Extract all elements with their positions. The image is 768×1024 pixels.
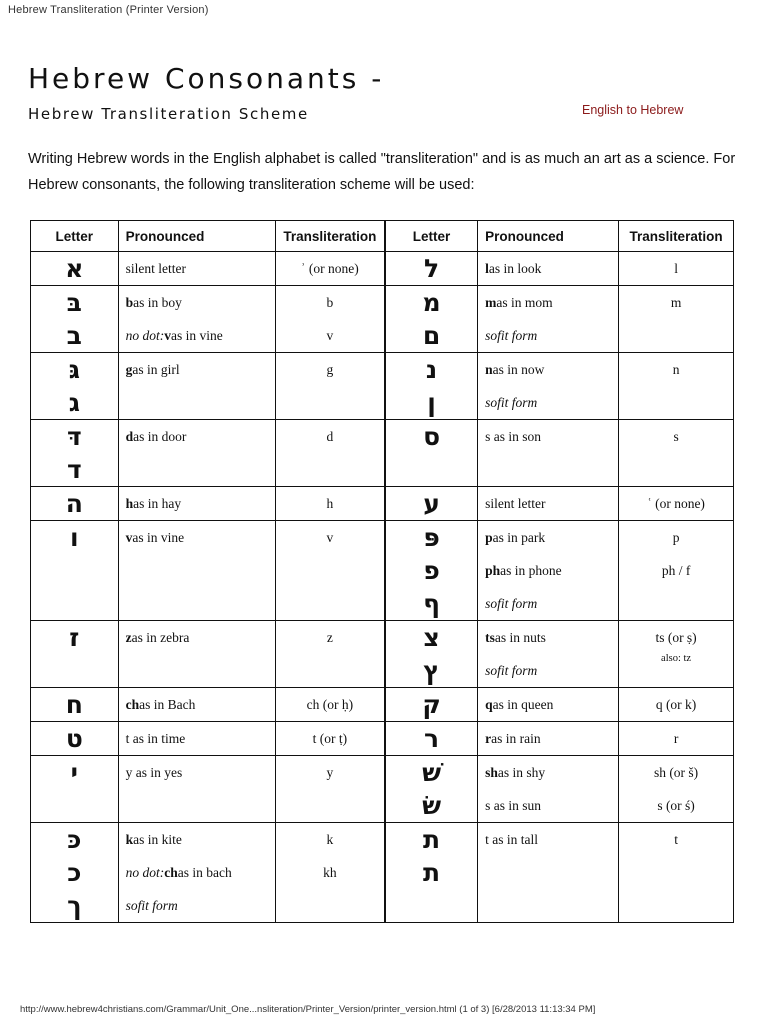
transliteration-line: l: [674, 260, 678, 276]
transliteration-cell: [275, 487, 385, 521]
pronounced-text: as in hay: [133, 495, 182, 511]
letter-cell: [385, 722, 478, 756]
pronounced-text: t as in time: [125, 730, 186, 746]
transliteration-cell: [619, 420, 734, 487]
pronounced-line: [478, 654, 618, 687]
letter-line: [386, 823, 477, 856]
transliteration-cell: [619, 286, 734, 353]
hebrew-letter: ר: [424, 724, 440, 753]
pronounced-cell: [478, 286, 619, 353]
pronounced-cell: [118, 621, 275, 688]
hebrew-letter: ד: [66, 455, 82, 484]
pronounced-line: [478, 386, 618, 419]
pronounced-key: p: [485, 529, 493, 545]
hebrew-letter: שׂ: [422, 791, 442, 820]
transliteration-line: sh (or š): [653, 764, 699, 780]
pronounced-line: [478, 789, 618, 822]
pronounced-cell: [478, 353, 619, 420]
hebrew-letter: ע: [423, 489, 440, 518]
transliteration-cell: [275, 823, 385, 923]
transliteration-line: q (or k): [655, 696, 697, 712]
pronounced-line: [478, 252, 618, 285]
pronounced-cell: [118, 756, 275, 823]
transliteration-line: t (or ṭ): [312, 730, 348, 746]
transliteration-cell: [619, 823, 734, 923]
letter-line: [31, 353, 118, 386]
transliteration-line: ts (or ṣ): [655, 629, 697, 645]
pronounced-line: [478, 353, 618, 386]
pronounced-cell: [478, 487, 619, 521]
pronounced-key: ts: [485, 629, 495, 645]
letter-line: [31, 487, 118, 520]
transliteration-cell: [275, 756, 385, 823]
letter-line: [386, 621, 477, 654]
transliteration-line: p: [672, 529, 680, 545]
pronounced-note: sofit form: [485, 394, 538, 410]
letter-cell: [385, 756, 478, 823]
letter-line: [386, 856, 477, 889]
transliteration-cell: [619, 252, 734, 286]
table-row: [31, 722, 734, 756]
letter-cell: [31, 487, 119, 521]
table-row: [31, 286, 734, 353]
letter-line: [386, 654, 477, 687]
pronounced-key: q: [485, 696, 493, 712]
transliteration-line: v: [326, 529, 334, 545]
hebrew-letter: פּ: [423, 523, 440, 552]
pronounced-key: v: [125, 529, 133, 545]
pronounced-line: [119, 521, 275, 554]
pronounced-line: [478, 722, 618, 755]
table-row: [31, 521, 734, 621]
letter-line: [386, 587, 477, 620]
letter-cell: [385, 286, 478, 353]
letter-line: [31, 252, 118, 285]
pronounced-key: ph: [485, 562, 501, 578]
transliteration-line: also: tz: [661, 653, 692, 664]
pronounced-text: y as in yes: [125, 764, 183, 780]
letter-cell: [385, 688, 478, 722]
pronounced-cell: [478, 621, 619, 688]
pronounced-line: [119, 856, 275, 889]
pronounced-key: b: [125, 294, 134, 310]
letter-cell: [31, 286, 119, 353]
hebrew-letter: דּ: [66, 422, 82, 451]
pronounced-line: [119, 353, 275, 386]
letter-line: [386, 688, 477, 721]
letter-line: [386, 386, 477, 419]
transliteration-line: b: [326, 294, 334, 310]
transliteration-line: s (or ś): [657, 797, 695, 813]
transliteration-line: ph / f: [661, 562, 691, 578]
hebrew-letter: ה: [65, 489, 83, 518]
letter-line: [386, 319, 477, 352]
letter-cell: [31, 722, 119, 756]
transliteration-cell: [619, 688, 734, 722]
letter-cell: [31, 756, 119, 823]
header-letter: Letter: [385, 221, 478, 252]
hebrew-letter: ן: [427, 388, 436, 417]
letter-line: [31, 823, 118, 856]
pronounced-key: z: [125, 629, 132, 645]
table-row: [31, 621, 734, 688]
pronounced-text: as in nuts: [494, 629, 546, 645]
letter-line: [386, 353, 477, 386]
transliteration-cell: [275, 688, 385, 722]
pronounced-key: l: [485, 260, 489, 276]
letter-cell: [385, 353, 478, 420]
pronounced-text: t as in tall: [485, 831, 539, 847]
letter-line: [31, 420, 118, 453]
letter-cell: [385, 487, 478, 521]
pronounced-text: as in mom: [496, 294, 553, 310]
transliteration-cell: [619, 521, 734, 621]
pronounced-key: v: [164, 327, 171, 343]
table-row: [31, 252, 734, 286]
transliteration-line: m: [670, 294, 682, 310]
pronounced-text: as in bach: [177, 864, 232, 880]
pronounced-text: as in girl: [132, 361, 180, 377]
hebrew-letter: א: [65, 254, 84, 283]
pronounced-cell: [118, 722, 275, 756]
pronounced-line: [478, 756, 618, 789]
hebrew-letter: צ: [423, 623, 440, 652]
transliteration-cell: [619, 353, 734, 420]
pronounced-line: [478, 688, 618, 721]
print-footer: http://www.hebrew4christians.com/Grammar/Unit_One...nsliteration/Printer_Version/printer_version.html (1 of 3) [6/28/2013 11:13:34 PM]: [20, 1004, 596, 1015]
pronounced-key: ch: [164, 864, 178, 880]
header-transliteration: Transliteration: [619, 221, 734, 252]
english-to-hebrew-link[interactable]: English to Hebrew: [582, 103, 684, 117]
transliteration-line: n: [672, 361, 680, 377]
pronounced-note: no dot:: [125, 864, 165, 880]
letter-cell: [31, 353, 119, 420]
hebrew-letter: שׁ: [422, 758, 442, 787]
pronounced-key: g: [125, 361, 133, 377]
pronounced-line: [119, 420, 275, 453]
pronounced-text: as in door: [133, 428, 187, 444]
pronounced-line: [119, 823, 275, 856]
letter-line: [31, 521, 118, 554]
hebrew-letter: י: [70, 758, 78, 787]
transliteration-cell: [619, 756, 734, 823]
hebrew-letter: נ: [425, 355, 438, 384]
hebrew-letter: גּ: [68, 355, 80, 384]
pronounced-text: as in look: [488, 260, 542, 276]
letter-cell: [385, 621, 478, 688]
transliteration-cell: [275, 722, 385, 756]
transliteration-line: y: [326, 764, 334, 780]
pronounced-line: [478, 587, 618, 620]
letter-line: [31, 621, 118, 654]
transliteration-cell: [275, 353, 385, 420]
transliteration-line: k: [326, 831, 334, 847]
pronounced-cell: [118, 252, 275, 286]
letter-line: [386, 789, 477, 822]
letter-cell: [31, 688, 119, 722]
letter-line: [31, 756, 118, 789]
transliteration-line: s: [673, 428, 679, 444]
transliteration-line: ch (or ḥ): [306, 696, 354, 712]
pronounced-cell: [478, 252, 619, 286]
pronounced-note: no dot:: [125, 327, 165, 343]
pronounced-line: [119, 688, 275, 721]
hebrew-letter: ב: [66, 321, 82, 350]
print-header: Hebrew Transliteration (Printer Version): [8, 4, 209, 16]
letter-cell: [385, 823, 478, 923]
table-row: [31, 823, 734, 923]
pronounced-cell: [118, 487, 275, 521]
hebrew-letter: ג: [68, 388, 80, 417]
pronounced-cell: [478, 756, 619, 823]
pronounced-cell: [118, 353, 275, 420]
letter-cell: [385, 252, 478, 286]
transliteration-line: t: [674, 831, 678, 847]
hebrew-letter: ץ: [423, 656, 440, 685]
letter-line: [31, 688, 118, 721]
transliteration-line: ʾ (or none): [300, 260, 359, 276]
hebrew-letter: ס: [423, 422, 441, 451]
letter-line: [31, 286, 118, 319]
letter-cell: [31, 621, 119, 688]
table-row: [31, 487, 734, 521]
transliteration-line: z: [326, 629, 333, 645]
transliteration-cell: [275, 621, 385, 688]
pronounced-note: sofit form: [485, 662, 538, 678]
pronounced-text: silent letter: [485, 495, 546, 511]
intro-paragraph: Writing Hebrew words in the English alphabet is called "transliteration" and is as much an art as a science. For Hebrew consonants, the following transliteration scheme will be used:: [28, 151, 736, 193]
hebrew-letter: ל: [424, 254, 440, 283]
table-header-row: [31, 221, 734, 252]
transliteration-cell: [275, 252, 385, 286]
letter-line: [31, 386, 118, 419]
letter-line: [386, 554, 477, 587]
pronounced-key: r: [485, 730, 492, 746]
pronounced-text: as in now: [492, 361, 545, 377]
pronounced-key: n: [485, 361, 493, 377]
transliteration-cell: [275, 521, 385, 621]
pronounced-text: as in kite: [133, 831, 182, 847]
pronounced-cell: [478, 823, 619, 923]
pronounced-line: [478, 420, 618, 453]
table-row: [31, 688, 734, 722]
page-title: Hebrew Consonants -: [28, 62, 385, 95]
pronounced-text: as in zebra: [131, 629, 190, 645]
pronounced-line: [119, 756, 275, 789]
pronounced-line: [119, 722, 275, 755]
pronounced-text: as in vine: [170, 327, 223, 343]
pronounced-line: [119, 286, 275, 319]
hebrew-letter: פ: [423, 556, 440, 585]
hebrew-letter: ז: [69, 623, 80, 652]
pronounced-key: h: [125, 495, 134, 511]
letter-line: [31, 319, 118, 352]
letter-line: [386, 252, 477, 285]
letter-cell: [385, 420, 478, 487]
letter-line: [386, 420, 477, 453]
pronounced-text: s as in son: [485, 428, 542, 444]
transliteration-line: h: [326, 495, 334, 511]
pronounced-text: as in park: [492, 529, 546, 545]
pronounced-note: sofit form: [485, 595, 538, 611]
table-row: [31, 756, 734, 823]
letter-cell: [31, 252, 119, 286]
letter-cell: [31, 823, 119, 923]
pronounced-cell: [118, 420, 275, 487]
letter-line: [31, 889, 118, 922]
pronounced-key: k: [125, 831, 134, 847]
pronounced-text: s as in sun: [485, 797, 542, 813]
letter-cell: [31, 420, 119, 487]
pronounced-cell: [478, 521, 619, 621]
pronounced-text: as in phone: [500, 562, 562, 578]
table-row: [31, 420, 734, 487]
hebrew-letter: ת: [423, 825, 441, 854]
header-pronounced: Pronounced: [478, 221, 619, 252]
hebrew-letter: ת: [423, 858, 441, 887]
transliteration-cell: [275, 286, 385, 353]
transliteration-line: kh: [323, 864, 337, 880]
pronounced-cell: [478, 722, 619, 756]
transliteration-line: r: [673, 730, 679, 746]
hebrew-letter: ו: [70, 523, 79, 552]
letter-line: [386, 521, 477, 554]
transliteration-table: [30, 220, 734, 923]
transliteration-cell: [619, 722, 734, 756]
hebrew-letter: ק: [422, 690, 441, 719]
header-pronounced: Pronounced: [118, 221, 275, 252]
letter-cell: [385, 521, 478, 621]
transliteration-cell: [619, 621, 734, 688]
header-transliteration: Transliteration: [275, 221, 385, 252]
pronounced-line: [119, 889, 275, 922]
hebrew-letter: ך: [67, 891, 82, 920]
page-subtitle: Hebrew Transliteration Scheme: [28, 105, 309, 123]
hebrew-letter: בּ: [66, 288, 82, 317]
pronounced-line: [478, 823, 618, 856]
pronounced-key: sh: [485, 764, 498, 780]
table-row: [31, 353, 734, 420]
pronounced-text: as in Bach: [139, 696, 196, 712]
pronounced-cell: [478, 420, 619, 487]
pronounced-line: [119, 252, 275, 285]
pronounced-cell: [478, 688, 619, 722]
pronounced-key: d: [125, 428, 134, 444]
pronounced-line: [119, 319, 275, 352]
hebrew-letter: כ: [67, 858, 82, 887]
hebrew-letter: מ: [422, 288, 441, 317]
hebrew-letter: ט: [65, 724, 83, 753]
pronounced-line: [119, 621, 275, 654]
transliteration-line: d: [326, 428, 334, 444]
transliteration-line: v: [326, 327, 334, 343]
pronounced-cell: [118, 823, 275, 923]
letter-line: [386, 487, 477, 520]
pronounced-cell: [118, 521, 275, 621]
pronounced-cell: [118, 286, 275, 353]
pronounced-line: [478, 487, 618, 520]
transliteration-line: g: [326, 361, 334, 377]
transliteration-cell: [619, 487, 734, 521]
letter-line: [31, 453, 118, 486]
pronounced-cell: [118, 688, 275, 722]
pronounced-key: m: [485, 294, 497, 310]
hebrew-letter: ם: [422, 321, 441, 350]
pronounced-text: as in queen: [492, 696, 554, 712]
pronounced-text: silent letter: [125, 260, 186, 276]
pronounced-note: sofit form: [485, 327, 538, 343]
transliteration-line: ʿ (or none): [647, 495, 705, 511]
pronounced-line: [478, 286, 618, 319]
pronounced-text: as in rain: [491, 730, 541, 746]
pronounced-key: ch: [125, 696, 140, 712]
letter-line: [386, 286, 477, 319]
letter-line: [31, 856, 118, 889]
letter-line: [31, 722, 118, 755]
pronounced-note: sofit form: [125, 897, 178, 913]
pronounced-line: [478, 319, 618, 352]
pronounced-line: [478, 621, 618, 654]
hebrew-letter: כּ: [67, 825, 82, 854]
transliteration-cell: [275, 420, 385, 487]
letter-cell: [31, 521, 119, 621]
pronounced-text: as in vine: [132, 529, 185, 545]
pronounced-text: as in boy: [133, 294, 182, 310]
pronounced-text: as in shy: [497, 764, 546, 780]
pronounced-line: [478, 521, 618, 554]
pronounced-line: [478, 554, 618, 587]
header-letter: Letter: [31, 221, 119, 252]
pronounced-line: [119, 487, 275, 520]
letter-line: [386, 722, 477, 755]
hebrew-letter: ף: [423, 589, 440, 618]
hebrew-letter: ח: [65, 690, 83, 719]
letter-line: [386, 756, 477, 789]
